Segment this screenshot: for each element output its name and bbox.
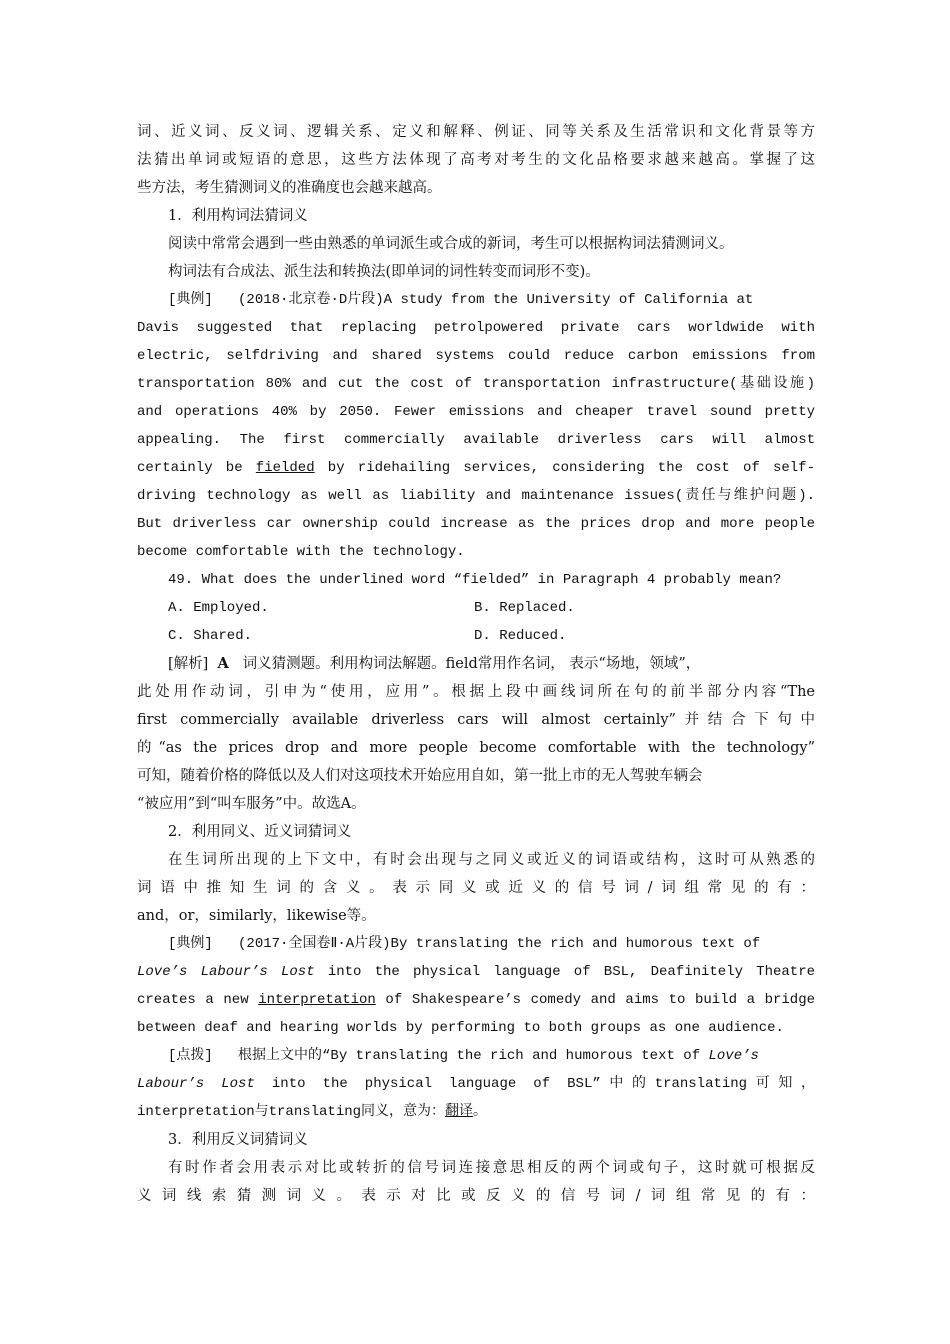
book-title: Love’s Labour’s Lost xyxy=(137,964,315,980)
example-source: (2017·全国卷Ⅱ·A片段) xyxy=(238,936,391,952)
analysis-line: “被应用”到“叫车服务”中。故选A。 xyxy=(137,796,366,812)
passage-line xyxy=(137,962,815,982)
tip-tag: [点拨] xyxy=(168,1048,213,1064)
intro-line: 词、近义词、反义词、逻辑关系、定义和解释、例证、同等关系及生活常识和文化背景等方 xyxy=(137,124,815,140)
passage-line: transportation 80% and cut the cost of transportation infrastructure(基础设施) xyxy=(137,376,815,392)
analysis-text: 词义猜测题。利用构词法解题。field常用作名词， 表示“场地，领域”， xyxy=(242,656,701,672)
question: 49. What does the underlined word “fielded” in Paragraph 4 probably mean? xyxy=(168,572,782,588)
example-first-line xyxy=(168,290,815,310)
example-tag: [典例] xyxy=(168,292,213,308)
passage-text: A study from the University of California at xyxy=(383,292,754,308)
underlined-word: interpretation xyxy=(258,992,376,1008)
analysis-first-line xyxy=(168,654,815,674)
example-tag: [典例] xyxy=(168,936,213,952)
book-title: Labour’s Lost xyxy=(137,1076,255,1092)
passage-line: Davis suggested that replacing petrolpowered private cars worldwide with xyxy=(137,320,815,336)
analysis-tag: [解析] xyxy=(168,656,209,672)
paragraph-line: 义词线索猜测词义。表示对比或反义的信号词/词组常见的有： xyxy=(137,1188,815,1204)
paragraph-line: 词语中推知生词的含义。表示同义或近义的信号词/词组常见的有： xyxy=(137,880,815,896)
analysis-line: 可知，随着价格的降低以及人们对这项技术开始应用自如，第一批上市的无人驾驶车辆会 xyxy=(137,768,703,784)
answer-word: 翻译 xyxy=(445,1104,474,1120)
tip-line xyxy=(137,1074,815,1094)
underlined-word: fielded xyxy=(255,460,315,476)
paragraph-line: 阅读中常常会遇到一些由熟悉的单词派生或合成的新词，考生可以根据构词法猜测词义。 xyxy=(168,236,734,252)
passage-line: between deaf and hearing worlds by performing to both groups as one audience. xyxy=(137,1020,784,1036)
analysis-line: first commercially available driverless cars will almost certainly”并结合下句中 xyxy=(137,712,815,728)
analysis-answer: A xyxy=(217,655,229,672)
example-source: (2018·北京卷·D片段) xyxy=(238,292,384,308)
paragraph-line: 有时作者会用表示对比或转折的信号词连接意思相反的两个词或句子，这时就可根据反 xyxy=(168,1160,815,1176)
section-heading: 1．利用构词法猜词义 xyxy=(168,208,308,224)
option-b: B. Replaced. xyxy=(474,600,575,616)
book-title: Love’s xyxy=(708,1048,759,1064)
intro-line: 些方法，考生猜测词义的准确度也会越来越高。 xyxy=(137,180,442,196)
passage-text: into the physical language of BSL, Deafinitely Theatre xyxy=(327,964,815,980)
passage-line xyxy=(137,990,815,1010)
analysis-line: 此处用作动词，引申为“使用，应用”。根据上段中画线词所在句的前半部分内容“The xyxy=(137,684,815,700)
passage-text: of Shakespeare’s comedy and aims to build a bridge xyxy=(385,992,816,1008)
section-heading: 2．利用同义、近义词猜词义 xyxy=(168,824,352,840)
passage-line: driving technology as well as liability and maintenance issues(责任与维护问题). xyxy=(137,488,815,504)
tip-text: 根据上文中的“By translating the rich and humorous text of xyxy=(238,1048,701,1064)
passage-text: certainly be xyxy=(137,460,243,476)
analysis-line: 的“as the prices drop and more people become comfortable with the technology” xyxy=(137,740,815,756)
passage-line: electric, selfdriving and shared systems could reduce carbon emissions from xyxy=(137,348,815,364)
option-c: C. Shared. xyxy=(168,628,253,644)
intro-line: 法猜出单词或短语的意思，这些方法体现了高考对考生的文化品格要求越来越高。掌握了这 xyxy=(137,152,815,168)
tip-text: 。 xyxy=(473,1104,488,1120)
tip-line xyxy=(137,1102,815,1122)
passage-text: creates a new xyxy=(137,992,249,1008)
paragraph-line: and，or，similarly，likewise等。 xyxy=(137,908,376,924)
passage-text: by ridehailing services, considering the cost of self- xyxy=(327,460,815,476)
paragraph-line: 在生词所出现的上下文中，有时会出现与之同义或近义的词语或结构，这时可从熟悉的 xyxy=(168,852,815,868)
tip-text: interpretation与translating同义，意为： xyxy=(137,1104,446,1120)
passage-line: appealing. The first commercially available driverless cars will almost xyxy=(137,432,815,448)
tip-text: into the physical language of BSL”中的translating可知， xyxy=(271,1076,816,1092)
passage-text: By translating the rich and humorous text of xyxy=(390,936,761,952)
tip-first-line xyxy=(168,1046,815,1066)
passage-line: become comfortable with the technology. xyxy=(137,544,465,560)
passage-line: But driverless car ownership could increase as the prices drop and more people xyxy=(137,516,815,532)
section-heading: 3．利用反义词猜词义 xyxy=(168,1132,308,1148)
passage-line: and operations 40% by 2050. Fewer emissions and cheaper travel sound pretty xyxy=(137,404,815,420)
example-first-line xyxy=(168,934,815,954)
option-d: D. Reduced. xyxy=(474,628,567,644)
passage-line xyxy=(137,458,815,478)
paragraph-line: 构词法有合成法、派生法和转换法(即单词的词性转变而词形不变)。 xyxy=(168,264,600,280)
option-a: A. Employed. xyxy=(168,600,269,616)
